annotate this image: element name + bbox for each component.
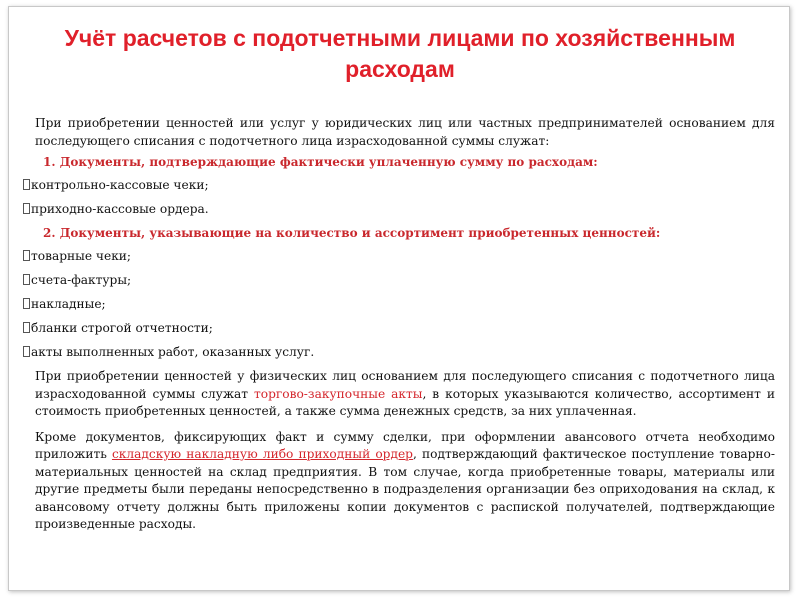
checkbox-bullet-icon [23,250,30,261]
paragraph-text: Кроме документов, фиксирующих факт и сумму сделки, при оформлении авансового отчета необходимо приложить [35,429,775,461]
list-item-text: акты выполненных работ, оказанных услуг. [31,345,315,359]
list-item-text: бланки строгой отчетности; [31,321,213,335]
list-item [23,272,775,289]
list-item [23,344,775,361]
section-2-list [23,248,775,361]
checkbox-bullet-icon [23,274,30,285]
additional-documents-paragraph [23,429,775,534]
slide-title [9,23,791,85]
checkbox-bullet-icon [23,298,30,309]
list-item-text: приходно-кассовые ордера. [31,202,209,216]
checkbox-bullet-icon [23,203,30,214]
section-1-list [23,177,775,218]
paragraph-text: , в которых указываются количество, ассортимент и стоимость приобретенных ценностей, а также сумма денежных средств, за них уплаченная. [35,386,775,418]
checkbox-bullet-icon [23,322,30,333]
highlighted-term: торгово-закупочные акты [254,386,423,401]
list-item-text: товарные чеки; [31,249,132,263]
list-item [23,296,775,313]
slide-body [23,115,775,534]
highlighted-term: складскую накладную либо приходный ордер [111,447,413,461]
list-item-text: счета-фактуры; [31,273,132,287]
paragraph-text: При приобретении ценностей у физических лиц основанием для последующего списания с подотчетного лица израсходованной суммы служат [35,369,775,401]
title-line-1: Учёт расчетов с подотчетными лицами по хозяйственным [64,25,736,51]
list-item-text: контрольно-кассовые чеки; [31,178,209,192]
section-1-heading: 1. Документы, подтверждающие фактически уплаченную сумму по расходам: [43,155,598,169]
list-item [23,320,775,337]
list-item-text: накладные; [31,297,106,311]
title-line-2: расходам [345,56,455,82]
slide [8,6,790,591]
physical-persons-paragraph [23,368,775,421]
list-item [23,201,775,218]
list-item [23,248,775,265]
list-item [23,177,775,194]
section-2-heading: 2. Документы, указывающие на количество и ассортимент приобретенных ценностей: [43,226,661,240]
paragraph-text: , подтверждающий фактическое поступление товарно-материальных ценностей на склад предприятия. В том случае, когда приобретенные товары, материалы или другие предметы были переданы непосредственно в подразделения организации без оприходования на склад, к авансовому отчету должны быть приложены копии документов с распиской получателей, подтверждающие произведенные расходы. [35,447,775,531]
intro-paragraph: При приобретении ценностей или услуг у юридических лиц или частных предпринимателей основанием для последующего списания с подотчетного лица израсходованной суммы служат: [35,116,775,148]
checkbox-bullet-icon [23,179,30,190]
checkbox-bullet-icon [23,346,30,357]
